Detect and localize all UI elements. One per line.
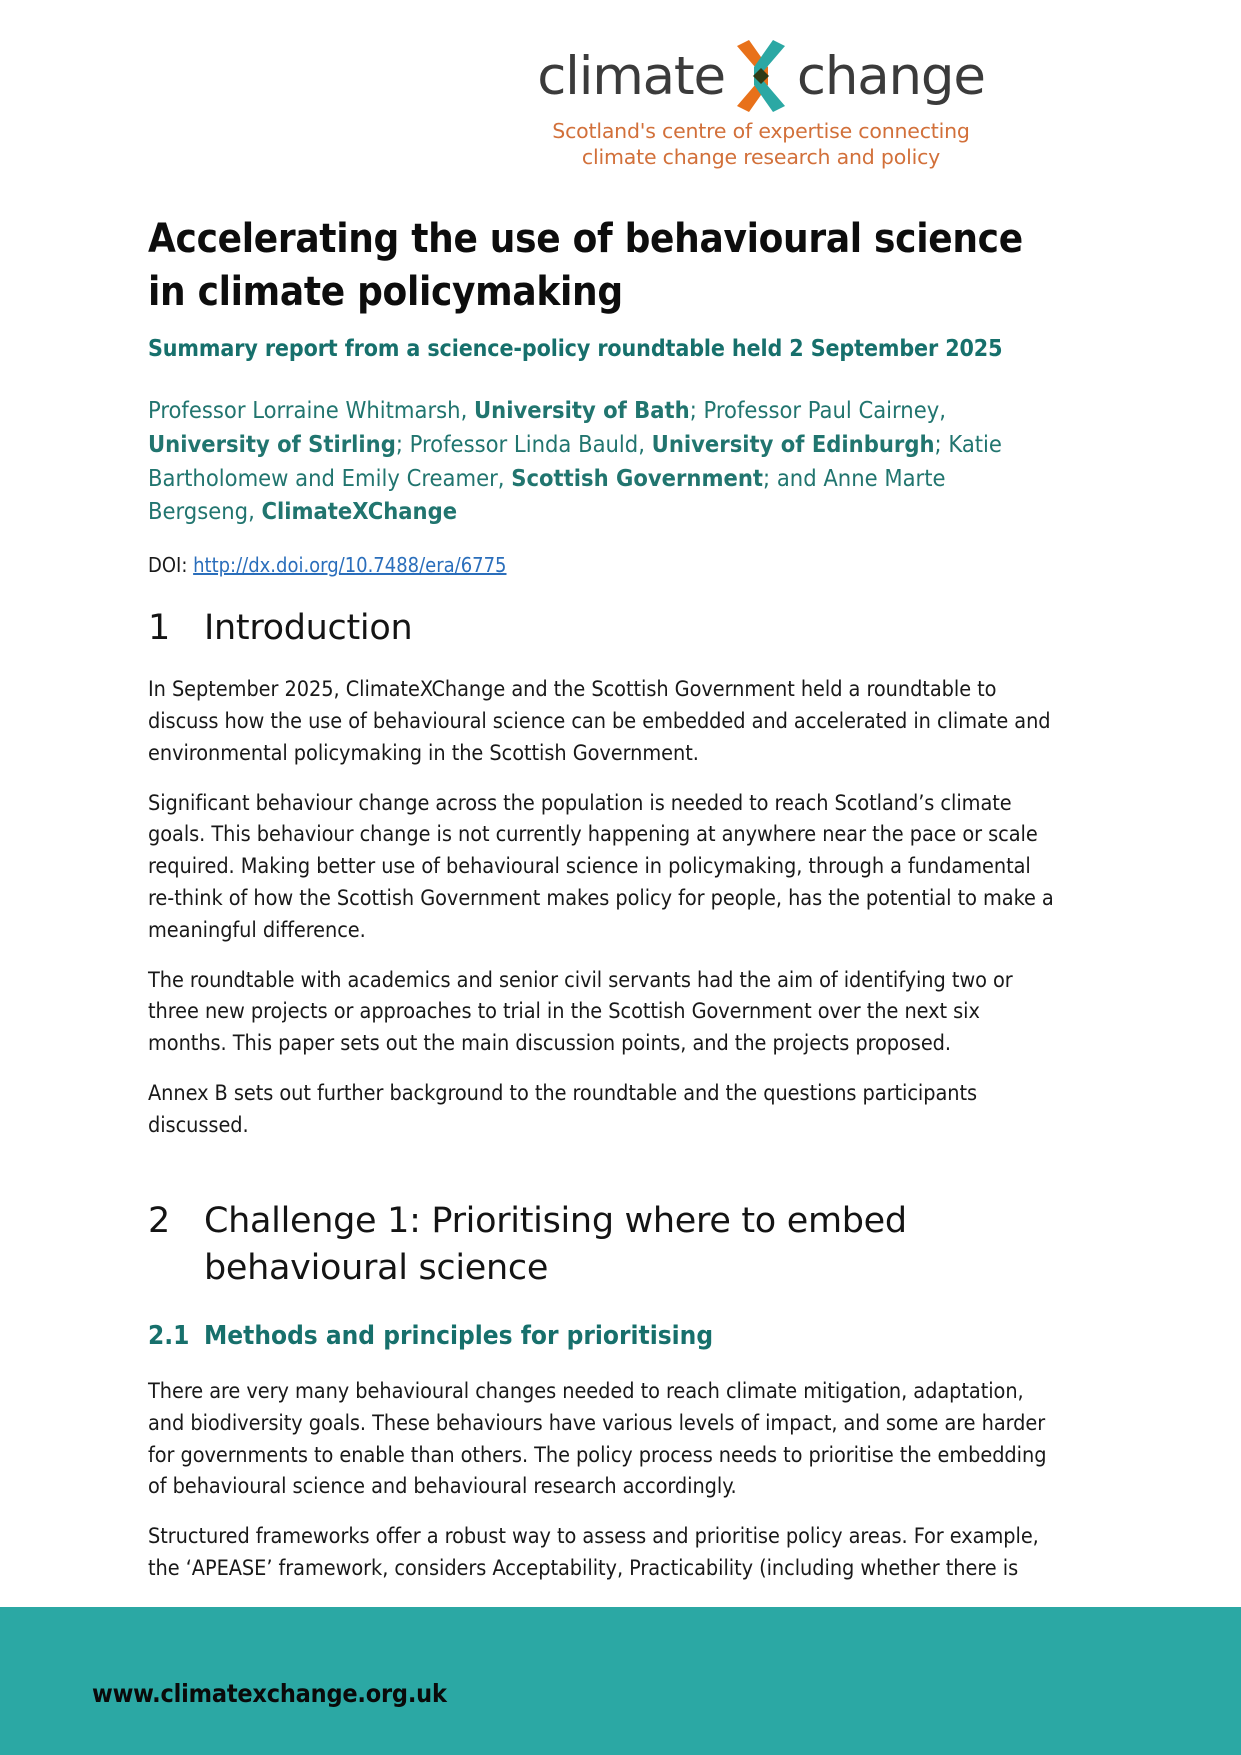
paragraph: Structured frameworks offer a robust way to assess and prioritise policy areas. For example, the ‘APEASE’ framework, considers Acceptability, Practicability (including whether there is bbox=[148, 1524, 1039, 1582]
affiliation-4: Scottish Government bbox=[511, 463, 763, 492]
paragraph: Annex B sets out further background to the roundtable and the questions participants discussed. bbox=[148, 1081, 978, 1138]
section-heading-2 bbox=[148, 1198, 1088, 1293]
doi-label: DOI: bbox=[148, 552, 194, 577]
section-title-1: Introduction bbox=[204, 607, 413, 648]
section-title-2: Challenge 1: Prioritising where to embed behavioural science bbox=[204, 1200, 907, 1288]
section-heading-1 bbox=[148, 605, 1088, 652]
paragraph: The roundtable with academics and senior civil servants had the aim of identifying two or three new projects or approaches to trial in the Scottish Government over the next six months. This paper sets out the main discussion points, and the projects proposed. bbox=[148, 967, 1013, 1057]
footer-website-url[interactable]: www.climatexchange.org.uk bbox=[92, 1679, 447, 1708]
author-3: ; Professor Linda Bauld, bbox=[395, 430, 652, 459]
page-title-line-2: in climate policymaking bbox=[148, 268, 623, 315]
logo-tagline-line-2: climate change research and policy bbox=[581, 145, 941, 170]
affiliation-5: ClimateXChange bbox=[261, 497, 458, 526]
paragraph: There are very many behavioural changes needed to reach climate mitigation, adaptation, and biodiversity goals. These behaviours have various levels of impact, and some are harder for governments to enable than others. The policy process needs to prioritise the embedding of behavioural science and behavioural research accordingly. bbox=[148, 1378, 1047, 1500]
doi-line bbox=[148, 553, 1088, 577]
document-content bbox=[148, 0, 1088, 1585]
subsection-title-2-1: Methods and principles for prioritising bbox=[204, 1321, 714, 1352]
page-subtitle: Summary report from a science-policy roundtable held 2 September 2025 bbox=[148, 335, 1003, 362]
doi-link[interactable]: http://dx.doi.org/10.7488/era/6775 bbox=[193, 552, 507, 577]
author-4: ; Katie Bartholomew and Emily Creamer, bbox=[148, 430, 1002, 492]
author-list bbox=[148, 394, 1058, 528]
page-title bbox=[148, 0, 1053, 319]
author-5: ; and Anne Marte Bergseng, bbox=[148, 463, 946, 526]
logo-word-change: change bbox=[796, 45, 985, 107]
paragraph: In September 2025, ClimateXChange and the Scottish Government held a roundtable to discuss how the use of behavioural science can be embedded and accelerated in climate and environmental policymaking in the Scottish Government. bbox=[148, 677, 1051, 766]
page-title-line-1: Accelerating the use of behavioural science bbox=[148, 216, 1023, 262]
footer-bar bbox=[0, 1607, 1241, 1755]
affiliation-3: University of Edinburgh bbox=[651, 430, 935, 459]
affiliation-2: University of Stirling bbox=[148, 430, 396, 459]
author-2: ; Professor Paul Cairney, bbox=[689, 396, 946, 425]
author-1: Professor Lorraine Whitmarsh, bbox=[148, 396, 475, 425]
logo-word-climate: climate bbox=[537, 45, 725, 107]
section-number-1: 1 bbox=[148, 607, 170, 648]
affiliation-1: University of Bath bbox=[474, 396, 690, 425]
subsection-number-2-1: 2.1 bbox=[148, 1321, 190, 1352]
section-number-2: 2 bbox=[148, 1200, 170, 1241]
logo-tagline-line-1: Scotland's centre of expertise connecting bbox=[552, 119, 970, 143]
subsection-heading-2-1 bbox=[148, 1320, 1088, 1354]
paragraph: Significant behaviour change across the population is needed to reach Scotland’s climate goals. This behaviour change is not currently happening at anywhere near the pace or scale required. Making better use of behavioural science in policymaking, through a fundamental re-think of how the Scottish Government makes policy for people, has the potential to make a meaningful difference. bbox=[148, 790, 1054, 943]
